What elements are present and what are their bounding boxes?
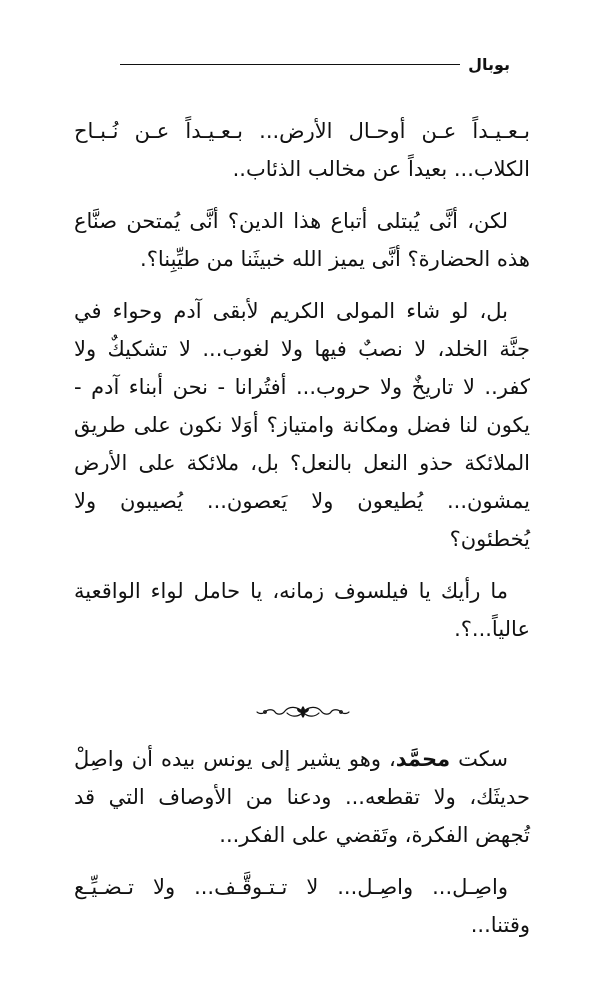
paragraph-5-rest: ، وهو يشير إلى يونس بيده أن واصِلْ حديثَك، ولا تقطعه... ودعنا من الأوصاف التي قد تُجهض الفكرة، وتَقضي على الفكر...: [74, 747, 530, 847]
character-name: محمَّد: [395, 747, 451, 771]
paragraph-4: ما رأيك يا فيلسوف زمانه، يا حامل لواء الواقعية عالياً...؟.: [74, 579, 530, 641]
paragraph-6: واصِـل... واصِـل... لا تـتـوقَّـف... ولا تـضـيِّـع وقتنا...: [74, 875, 530, 937]
section-1-text: [74, 112, 530, 662]
paragraph-5-start: سكت: [450, 747, 508, 771]
section-2-text: [74, 740, 530, 958]
paragraph-2: لكن، أنَّى يُبتلى أتباع هذا الدين؟ أنَّى يُمتحن صنَّاع هذه الحضارة؟ أنَّى يميز الله خبيثَنا من طيِّبِنا؟.: [74, 209, 530, 271]
paragraph-3: بل، لو شاء المولى الكريم لأبقى آدم وحواء في جنَّة الخلد، لا نصبٌ فيها ولا لغوب... لا تشكيكٌ ولا كفر.. لا تاريخٌ ولا حروب... أفتُرانا - نحن أبناء آدم - يكون لنا فضل ومكانة وامتياز؟ أوَلا نكون على طريق الملائكة حذو النعل بالنعل؟ بل، ملائكة على الأرض يمشون... يُطيعون ولا يَعصون... يُصيبون ولا يُخطئون؟: [74, 299, 530, 551]
header-title: بوبال: [468, 54, 510, 74]
paragraph-1: بـعـيـداً عـن أوحـال الأرض... بـعـيـداً عـن نُـبـاح الكلاب... بعيداً عن مخالب الذئاب..: [74, 119, 530, 181]
header-rule: [120, 64, 460, 65]
running-header: [120, 52, 510, 76]
paragraph-5: [74, 740, 530, 854]
floral-divider-icon: [253, 700, 353, 724]
